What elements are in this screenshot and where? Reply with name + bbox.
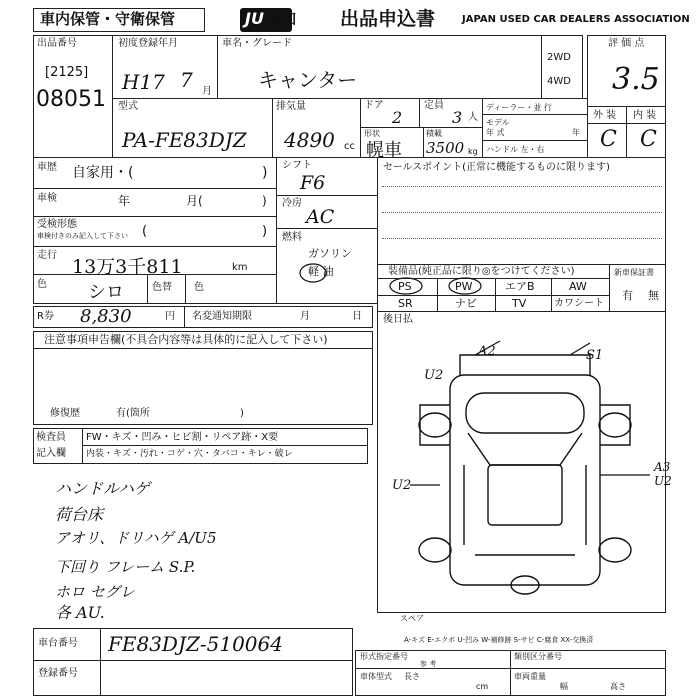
note-line: 各 AU. (55, 603, 105, 622)
mileage-label: 走行 (37, 250, 57, 261)
org-name: 愛知 (266, 10, 297, 28)
model-code: PA-FE83DJZ (122, 128, 247, 152)
cm-unit: cm (476, 682, 489, 691)
chassis-label: 車台番号 (38, 638, 78, 649)
class-number-label: 類別区分番号 (514, 652, 562, 661)
drive-2wd: 2WD (547, 52, 571, 63)
mileage-value: 13万3千811 (72, 256, 183, 278)
note-line: 荷台床 (55, 505, 104, 524)
drive-4wd: 4WD (547, 76, 571, 87)
type-designation-label: 形式指定番号 (360, 652, 408, 661)
height-label: 高さ (610, 682, 626, 691)
width-label: 幅 (560, 682, 568, 691)
drive-box (541, 35, 583, 99)
capacity-unit: 人 (468, 112, 478, 123)
lot-label: 出品番号 (37, 38, 77, 49)
warranty-yes: 有 (622, 289, 633, 302)
warranty-label: 新車保証書 (614, 268, 654, 277)
vehicle-diagram (380, 335, 664, 605)
color-value: シロ (88, 282, 124, 303)
length-label: 長さ (404, 672, 420, 681)
name-change-day: 日 (352, 311, 362, 322)
km-unit: km (232, 262, 248, 273)
capacity-label: 定員 (424, 100, 444, 111)
equipment-label: 装備品(純正品に限り◎をつけてください) (388, 266, 575, 277)
equip-airbag: エアB (505, 280, 535, 293)
displacement-value: 4890 (284, 128, 335, 152)
vehicle-name-label: 車名・グレード (222, 38, 292, 49)
sales-label: セールスポイント(正常に機能するものに限ります) (383, 162, 610, 173)
storage-label: 車内保管・守衛保管 (40, 10, 176, 28)
equip-navi: ナビ (455, 297, 477, 310)
repair-close: ) (240, 408, 244, 419)
body-type-label: 車体型式 (360, 672, 392, 681)
recycle-label: R券 (37, 311, 54, 322)
handle-label: ハンドル 左・右 (486, 145, 545, 154)
load-value: 3500 (426, 139, 465, 157)
equip-leather: カワシート (554, 298, 604, 309)
name-change-month: 月 (300, 311, 310, 322)
ext-label: 外 装 (593, 110, 617, 121)
acceptance-note: 車検付きのみ記入して下さい (37, 232, 128, 240)
grade-value: 3.5 (612, 62, 660, 97)
name-change-label: 名変通知期限 (192, 311, 252, 322)
form-title: 出品申込書 (340, 8, 436, 30)
fuel-gasoline: ガソリン (308, 247, 352, 260)
diesel-circle-mark (298, 262, 328, 284)
dealer-label: ディーラー・並 行 (486, 103, 552, 112)
shaken-year: 年 (118, 194, 131, 208)
pw-circle-mark (447, 277, 483, 295)
rear-label: 後日払 (383, 314, 413, 325)
note-line: ホロ セグレ (55, 583, 135, 601)
month-unit: 月 (202, 86, 212, 97)
lot-number: 08051 (36, 87, 106, 112)
doors-value: 2 (392, 108, 403, 127)
shape-value: 幌車 (366, 140, 402, 161)
shaken-month: 月( (186, 194, 203, 208)
warranty-no: 無 (648, 289, 659, 302)
history-label: 車歴 (37, 162, 57, 173)
registration-month: 7 (180, 68, 193, 92)
acceptance-paren: ( (142, 224, 148, 239)
aircon-label: 冷房 (282, 198, 302, 209)
year-label: 年 式 (486, 128, 505, 137)
ps-circle-mark (388, 277, 424, 295)
fuel-label: 燃料 (282, 232, 302, 243)
model-year-label: モデル (486, 118, 510, 127)
note-line: 下回り フレーム S.P. (55, 558, 196, 576)
ju-logo: JU (240, 8, 292, 32)
equip-tv: TV (512, 297, 527, 310)
note-line: アオリ、ドリハゲ A/U5 (55, 529, 217, 547)
cc-unit: cc (344, 141, 355, 152)
load-label: 積載 (426, 129, 442, 138)
grade-label: 評 価 点 (608, 38, 645, 49)
history-close: ) (262, 165, 268, 181)
chassis-number: FE83DJZ-510064 (108, 632, 283, 656)
color-label: 色 (37, 279, 47, 290)
vehicle-name: キャンター (258, 68, 358, 92)
displacement-label: 排気量 (276, 101, 306, 112)
doors-label: ドア (364, 100, 384, 111)
registration-label: 初度登録年月 (118, 38, 178, 49)
int-label: 内 装 (633, 110, 657, 121)
spare-label: スペア (400, 614, 424, 623)
color-change-label: 色替 (152, 282, 172, 293)
damage-legend: A-キズ E-エクボ U-凹み W-補修跡 S-サビ C-腐食 XX-交換済 (404, 636, 594, 644)
plate-label: 登録番号 (38, 668, 78, 679)
registration-year: H17 (122, 70, 165, 94)
repair-label: 修復歴 (50, 408, 80, 419)
aircon-value: AC (306, 206, 335, 228)
equip-ps: PS (398, 280, 412, 293)
shaken-close: ) (262, 194, 267, 208)
sales-box (377, 157, 666, 265)
mark-u2-right: U2 (654, 474, 672, 488)
mark-u2-front: U2 (424, 368, 444, 383)
inspector-entry-label: 記入欄 (36, 448, 66, 459)
mark-a2: A2 (478, 344, 496, 359)
equip-pw: PW (455, 280, 473, 293)
inspector-label: 検査員 (36, 432, 66, 443)
ref-label: 参 考 (420, 660, 437, 668)
recycle-value: 8,830 (80, 306, 132, 327)
int-grade: C (640, 127, 657, 152)
mark-a3: A3 (654, 460, 671, 474)
note-line: ハンドルハゲ (55, 479, 150, 498)
model-label: 型式 (118, 101, 138, 112)
mark-u2-left: U2 (392, 478, 412, 493)
inspector-row-interior: 内装・キズ・汚れ・コゲ・穴・タバコ・キレ・破レ (86, 449, 293, 459)
year-unit: 年 (572, 128, 580, 137)
shift-label: シフト (282, 160, 312, 171)
weight-label: 車両重量 (514, 672, 546, 681)
capacity-value: 3 (452, 108, 463, 127)
mark-s1: S1 (586, 348, 604, 363)
history-value: 自家用・( (72, 165, 134, 181)
equip-aw: AW (569, 280, 587, 293)
equip-sr: SR (398, 297, 413, 310)
association-name: JAPAN USED CAR DEALERS ASSOCIATION (462, 14, 690, 25)
shaken-label: 車検 (37, 193, 57, 204)
yen-unit: 円 (165, 311, 175, 322)
ext-grade: C (600, 127, 617, 152)
acceptance-label: 受検形態 (37, 219, 77, 230)
lot-code: [2125] (45, 65, 89, 80)
acceptance-close: ) (262, 224, 268, 239)
fuel-diesel: 軽 油 (308, 265, 334, 278)
kg-unit: kg (468, 147, 478, 156)
inspector-row-exterior: FW・キズ・凹み・ヒビ割・リペア跡・X要 (86, 432, 279, 443)
color2-label: 色 (194, 282, 204, 293)
repair-value: 有(箇所 (116, 408, 150, 419)
shift-value: F6 (300, 172, 326, 194)
shape-label: 形状 (364, 129, 380, 138)
notes-label: 注意事項申告欄(不具合内容等は具体的に記入して下さい) (44, 333, 328, 346)
